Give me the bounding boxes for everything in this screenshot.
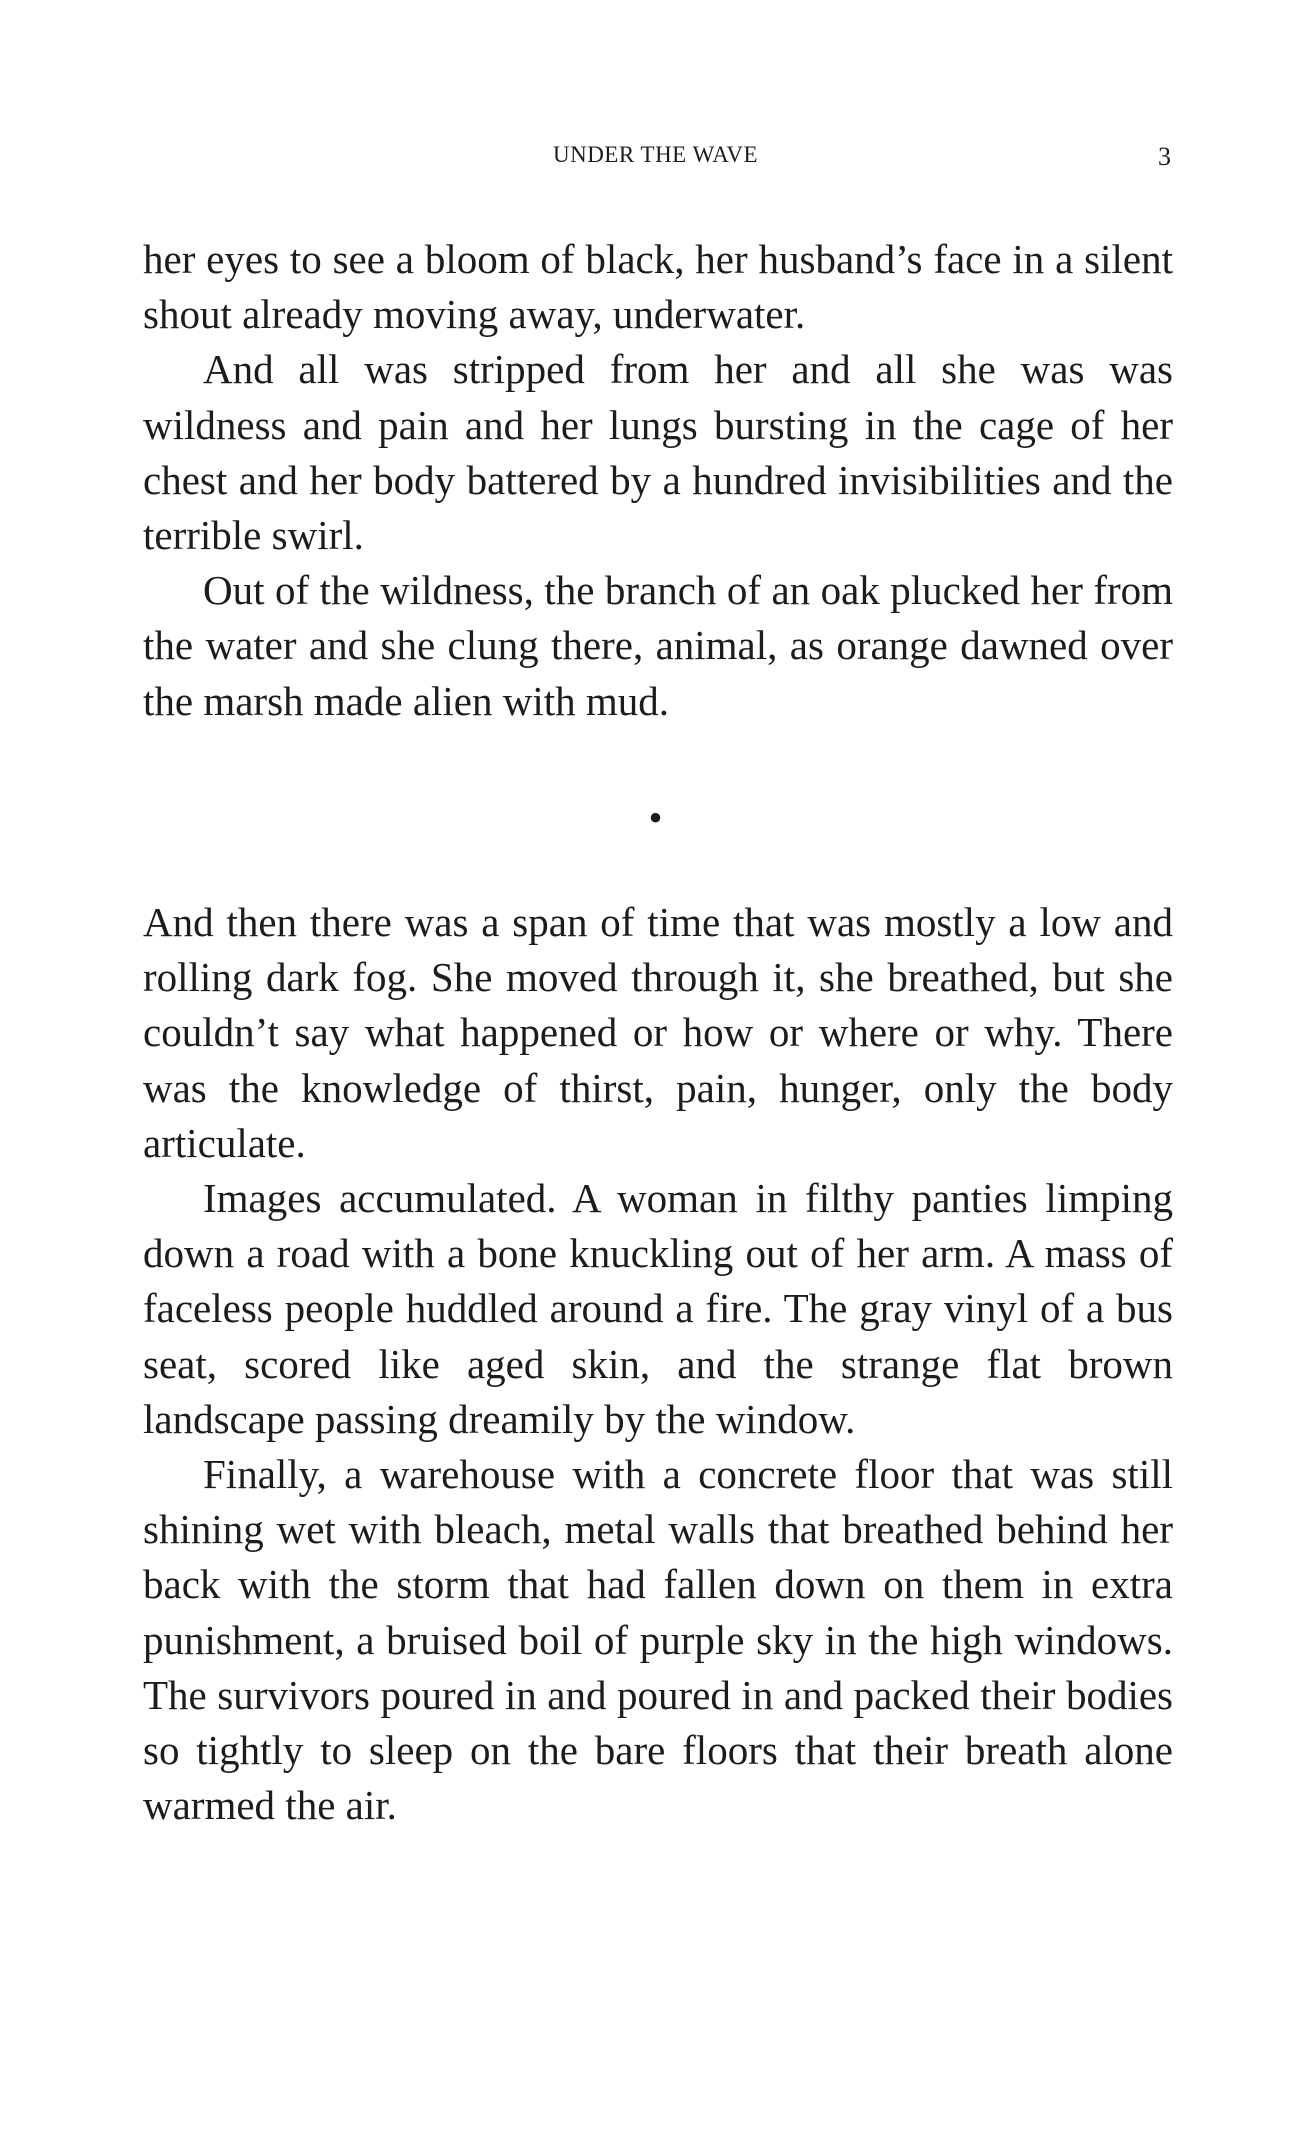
paragraph-continued: her eyes to see a bloom of black, her husband’s face in a silent shout already moving away, underwater.: [143, 236, 1173, 338]
paragraph: And then there was a span of time that was mostly a low and rolling dark fog. She moved through it, she breathed, but she couldn’t say what happened or how or where or why. There was the knowledge of thirst, pain, hunger, only the body articulate.: [143, 899, 1173, 1166]
section-two: [143, 895, 1173, 1833]
section-one: [143, 232, 1173, 729]
page-number: 3: [1158, 142, 1171, 171]
paragraph: Finally, a warehouse with a concrete floor that was still shining wet with bleach, metal walls that breathed behind her back with the storm that had fallen down on them in extra punishment, a bruised boil of purple sky in the high windows. The survivors poured in and poured in and packed their bodies so tightly to sleep on the bare floors that their breath alone warmed the air.: [143, 1451, 1173, 1829]
section-break-bullet: •: [648, 795, 663, 840]
running-head-title: UNDER THE WAVE: [552, 142, 759, 167]
paragraph: And all was stripped from her and all she was was wildness and pain and her lungs bursting in the cage of her chest and her body battered by a hundred invisibilities and the terrible swirl.: [143, 346, 1173, 559]
paragraph: Images accumulated. A woman in filthy panties limping down a road with a bone knuckling out of her arm. A mass of faceless people huddled around a fire. The gray vinyl of a bus seat, scored like aged skin, and the strange flat brown landscape passing dreamily by the window.: [143, 1175, 1173, 1442]
paragraph: Out of the wildness, the branch of an oak plucked her from the water and she clung there, animal, as orange dawned over the marsh made alien with mud.: [143, 567, 1173, 724]
